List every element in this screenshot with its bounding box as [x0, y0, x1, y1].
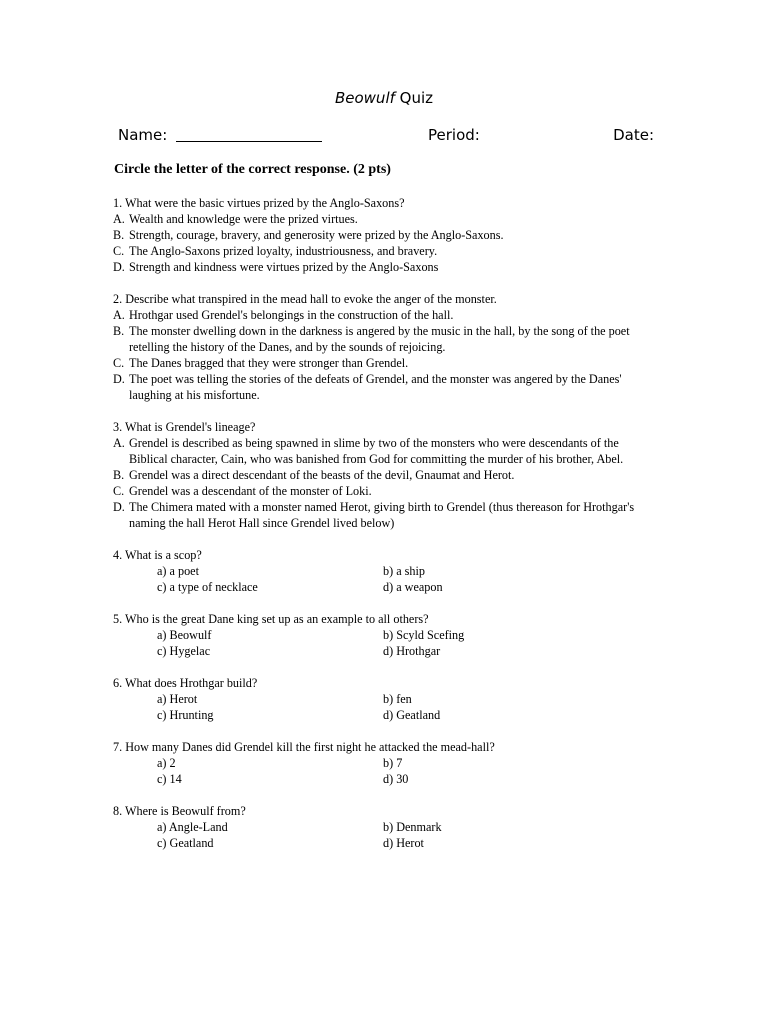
- option-b: [113, 323, 658, 355]
- option-letter: D.: [113, 500, 125, 514]
- choice-b: b) fen: [383, 692, 412, 706]
- option-letter: C.: [113, 484, 125, 498]
- question-text: 2. Describe what transpired in the mead hall to evoke the anger of the monster.: [113, 292, 497, 306]
- option-letter: B.: [113, 228, 125, 242]
- option-b: [113, 227, 658, 243]
- choices-row: [113, 691, 658, 707]
- question-6: [113, 675, 658, 723]
- choices-row: [113, 771, 658, 787]
- option-text: Wealth and knowledge were the prized virtues.: [129, 212, 358, 226]
- choices-row: [113, 755, 658, 771]
- question-2: [113, 291, 658, 403]
- option-d: [113, 259, 658, 275]
- option-text: Hrothgar used Grendel's belongings in the construction of the hall.: [129, 308, 454, 322]
- choice-a: a) Herot: [157, 692, 198, 706]
- option-text: The monster dwelling down in the darkness is angered by the music in the hall, by the song of the poet retelling the history of the Danes, and by the sounds of rejoicing.: [129, 324, 630, 354]
- choice-b: b) Scyld Scefing: [383, 628, 465, 642]
- choice-a: a) Beowulf: [157, 628, 212, 642]
- option-text: Grendel is described as being spawned in slime by two of the monsters who were descendants of the Biblical character, Cain, who was banished from God for committing the murder of his brother, Abel.: [129, 436, 624, 466]
- option-c: [113, 243, 658, 259]
- name-label: Name:: [118, 126, 168, 144]
- option-letter: A.: [113, 212, 125, 226]
- option-letter: D.: [113, 372, 125, 386]
- question-text: 6. What does Hrothgar build?: [113, 676, 258, 690]
- question-text: 3. What is Grendel's lineage?: [113, 420, 256, 434]
- choices-row: [113, 707, 658, 723]
- period-label: Period:: [428, 126, 480, 144]
- question-text: 8. Where is Beowulf from?: [113, 804, 246, 818]
- question-8: [113, 803, 658, 851]
- option-text: Grendel was a descendant of the monster of Loki.: [129, 484, 372, 498]
- question-1: [113, 195, 658, 275]
- option-d: [113, 371, 658, 403]
- choice-a: a) 2: [157, 756, 176, 770]
- name-blank-line: [176, 125, 322, 142]
- option-a: [113, 435, 658, 467]
- choice-a: a) a poet: [157, 564, 199, 578]
- option-text: Grendel was a direct descendant of the beasts of the devil, Gnaumat and Herot.: [129, 468, 515, 482]
- option-letter: A.: [113, 436, 125, 450]
- choice-c: c) 14: [157, 772, 182, 786]
- question-7: [113, 739, 658, 787]
- question-text: 1. What were the basic virtues prized by the Anglo-Saxons?: [113, 196, 405, 210]
- page-title: [0, 88, 768, 108]
- title-italic: Beowulf: [334, 89, 395, 107]
- option-text: The Anglo-Saxons prized loyalty, industriousness, and bravery.: [129, 244, 438, 258]
- choices-row: [113, 579, 658, 595]
- choice-d: d) Herot: [383, 836, 424, 850]
- option-d: [113, 499, 658, 531]
- option-letter: C.: [113, 356, 125, 370]
- choice-d: d) 30: [383, 772, 409, 786]
- choice-b: b) a ship: [383, 564, 425, 578]
- option-text: The Danes bragged that they were stronger than Grendel.: [129, 356, 409, 370]
- question-3: [113, 419, 658, 531]
- option-c: [113, 483, 658, 499]
- option-a: [113, 307, 658, 323]
- choice-a: a) Angle-Land: [157, 820, 228, 834]
- question-text: 7. How many Danes did Grendel kill the first night he attacked the mead-hall?: [113, 740, 495, 754]
- question-4: [113, 547, 658, 595]
- question-text: 5. Who is the great Dane king set up as an example to all others?: [113, 612, 429, 626]
- option-letter: D.: [113, 260, 125, 274]
- questions-section: [113, 195, 658, 867]
- choices-row: [113, 819, 658, 835]
- choices-row: [113, 627, 658, 643]
- choice-c: c) Hygelac: [157, 644, 211, 658]
- option-text: The poet was telling the stories of the defeats of Grendel, and the monster was angered by the Danes' laughing at his misfortune.: [129, 372, 622, 402]
- option-c: [113, 355, 658, 371]
- student-info-row: [118, 125, 654, 147]
- choice-b: b) 7: [383, 756, 403, 770]
- option-a: [113, 211, 658, 227]
- option-text: Strength, courage, bravery, and generosity were prized by the Anglo-Saxons.: [129, 228, 504, 242]
- option-letter: C.: [113, 244, 125, 258]
- option-text: The Chimera mated with a monster named Herot, giving birth to Grendel (thus thereason for Hrothgar's naming the hall Herot Hall since Grendel lived below): [129, 500, 635, 530]
- date-label: Date:: [613, 126, 654, 144]
- choice-d: d) a weapon: [383, 580, 443, 594]
- option-letter: B.: [113, 468, 125, 482]
- choices-row: [113, 835, 658, 851]
- choices-row: [113, 643, 658, 659]
- choice-c: c) a type of necklace: [157, 580, 258, 594]
- instructions: Circle the letter of the correct response. (2 pts): [114, 162, 391, 177]
- question-text: 4. What is a scop?: [113, 548, 202, 562]
- choice-d: d) Hrothgar: [383, 644, 441, 658]
- option-b: [113, 467, 658, 483]
- option-text: Strength and kindness were virtues prized by the Anglo-Saxons: [129, 260, 439, 274]
- option-letter: A.: [113, 308, 125, 322]
- choice-b: b) Denmark: [383, 820, 442, 834]
- option-letter: B.: [113, 324, 125, 338]
- choices-row: [113, 563, 658, 579]
- choice-d: d) Geatland: [383, 708, 441, 722]
- choice-c: c) Hrunting: [157, 708, 214, 722]
- choice-c: c) Geatland: [157, 836, 214, 850]
- question-5: [113, 611, 658, 659]
- title-rest: Quiz: [394, 89, 434, 107]
